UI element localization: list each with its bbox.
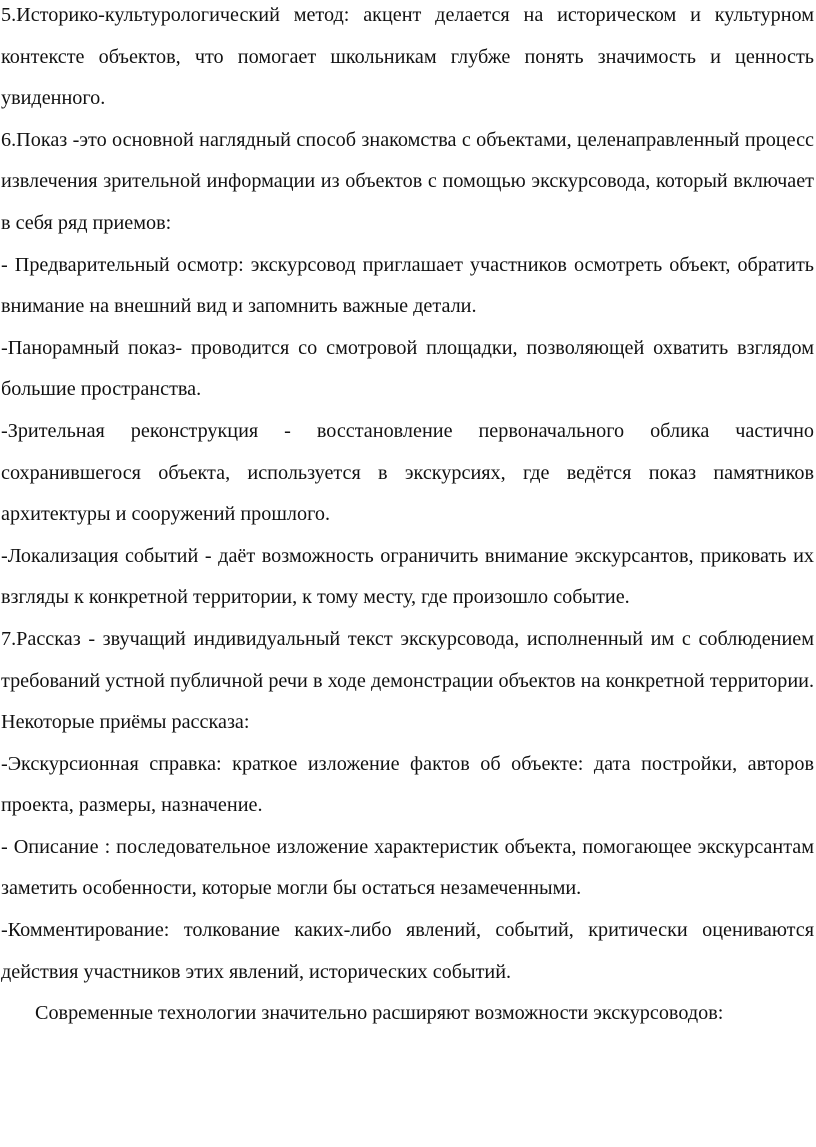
paragraph-method-6-showing: 6.Показ -это основной наглядный способ знакомства с объектами, целенаправленный процесс извлечения зрительной информации из объектов с помощью экскурсовода, который включает в себя ряд приемов: — [1, 128, 814, 234]
paragraph-method-5: 5.Историко-культурологический метод: акцент делается на историческом и культурном контексте объектов, что помогает школьникам глубже понять значимость и ценность увиденного. — [1, 4, 814, 110]
paragraph-event-localization: -Локализация событий - даёт возможность ограничить внимание экскурсантов, приковать их взгляды к конкретной территории, к тому месту, где произошло событие. — [1, 544, 814, 609]
paragraph-commenting: -Комментирование: толкование каких-либо явлений, событий, критически оцениваются действия участников этих явлений, исторических событий. — [1, 919, 814, 983]
paragraph-panoramic-showing: -Панорамный показ- проводится со смотровой площадки, позволяющей охватить взглядом большие пространства. — [1, 336, 814, 401]
paragraph-visual-reconstruction: -Зрительная реконструкция - восстановление первоначального облика частично сохранившегося объекта, используется в экскурсиях, где ведётся показ памятников архитектуры и сооружений прошлого. — [1, 419, 814, 526]
paragraph-method-7-story: 7.Рассказ - звучащий индивидуальный текст экскурсовода, исполненный им с соблюдением требований устной публичной речи в ходе демонстрации объектов на конкретной территории. Некоторые приёмы рассказа: — [1, 627, 814, 734]
paragraph-description: - Описание : последовательное изложение характеристик объекта, помогающее экскурсантам заметить особенности, которые могли бы остаться незамеченными. — [1, 835, 814, 900]
paragraph-modern-technologies: Современные технологии значительно расширяют возможности экскурсоводов: — [35, 1002, 724, 1025]
paragraph-excursion-reference: -Экскурсионная справка: краткое изложение фактов об объекте: дата постройки, авторов проекта, размеры, назначение. — [1, 752, 814, 817]
paragraph-preliminary-inspection: - Предварительный осмотр: экскурсовод приглашает участников осмотреть объект, обратить внимание на внешний вид и запомнить важные детали. — [1, 253, 814, 318]
